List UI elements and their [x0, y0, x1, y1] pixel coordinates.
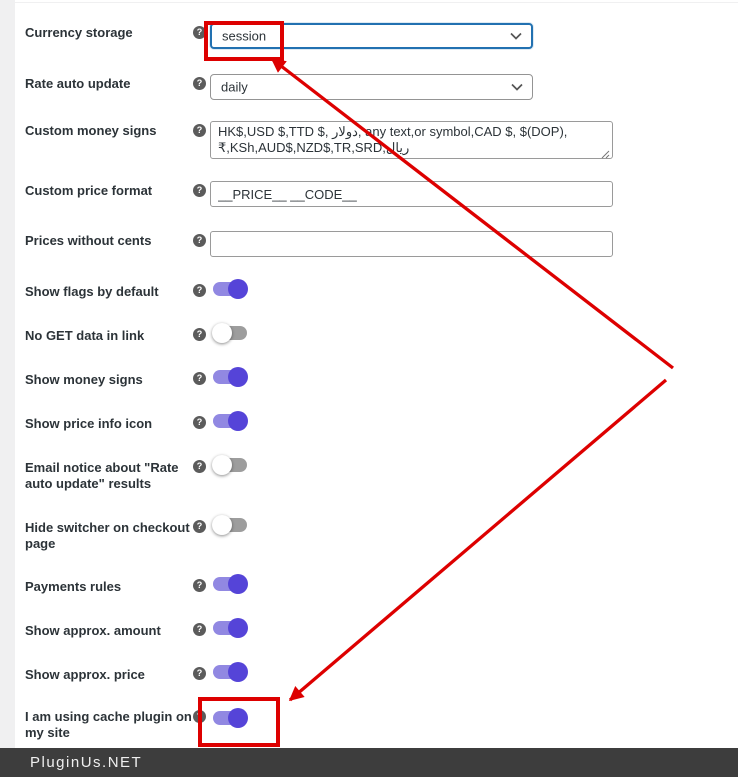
prices-without-cents-input[interactable] [210, 231, 613, 257]
help-icon[interactable]: ? [193, 710, 206, 723]
setting-row-show-approx-amount [25, 618, 738, 639]
setting-label: Show price info icon [25, 416, 153, 431]
toggle-knob [228, 708, 248, 728]
chevron-down-icon [511, 83, 523, 91]
setting-row-rate-auto-update [25, 74, 738, 100]
setting-row-no-get-data [25, 323, 738, 344]
toggle-knob [228, 662, 248, 682]
toggle-knob [228, 279, 248, 299]
setting-label: Show approx. amount [25, 623, 161, 638]
help-icon[interactable]: ? [193, 184, 206, 197]
hide-switcher-checkout-toggle[interactable] [212, 515, 248, 535]
setting-row-currency-storage [25, 23, 738, 49]
setting-row-custom-money-signs [25, 121, 738, 164]
help-icon[interactable]: ? [193, 284, 206, 297]
show-price-info-icon-toggle[interactable] [212, 411, 248, 431]
help-icon[interactable]: ? [193, 124, 206, 137]
custom-price-format-input[interactable] [210, 181, 613, 207]
setting-label: I am using cache plugin on my site [25, 709, 192, 740]
show-money-signs-toggle[interactable] [212, 367, 248, 387]
toggle-knob [212, 515, 232, 535]
setting-label: Custom money signs [25, 123, 157, 138]
show-approx-amount-toggle[interactable] [212, 618, 248, 638]
email-notice-toggle[interactable] [212, 455, 248, 475]
help-icon[interactable]: ? [193, 416, 206, 429]
setting-row-show-money-signs [25, 367, 738, 388]
setting-label: Currency storage [25, 25, 133, 40]
footer-brand: PluginUs.NET [30, 754, 143, 771]
help-icon[interactable]: ? [193, 26, 206, 39]
setting-row-prices-without-cents [25, 231, 738, 257]
toggle-knob [228, 367, 248, 387]
cache-plugin-toggle[interactable] [212, 708, 248, 728]
help-icon[interactable]: ? [193, 234, 206, 247]
help-icon[interactable]: ? [193, 372, 206, 385]
toggle-knob [212, 455, 232, 475]
setting-label: Email notice about "Rate auto update" results [25, 460, 179, 491]
help-icon[interactable]: ? [193, 667, 206, 680]
payments-rules-toggle[interactable] [212, 574, 248, 594]
left-gutter [0, 0, 15, 748]
rate-auto-update-select-value: daily [221, 79, 248, 95]
setting-row-show-flags [25, 279, 738, 300]
toggle-knob [212, 323, 232, 343]
setting-label: Hide switcher on checkout page [25, 520, 190, 551]
currency-storage-select-value: session [222, 28, 267, 44]
toggle-knob [228, 411, 248, 431]
setting-row-email-notice [25, 455, 738, 492]
help-icon[interactable]: ? [193, 460, 206, 473]
chevron-down-icon [510, 32, 522, 40]
setting-row-custom-price-format [25, 181, 738, 207]
resize-grip-icon[interactable] [601, 150, 610, 159]
help-icon[interactable]: ? [193, 520, 206, 533]
show-approx-price-toggle[interactable] [212, 662, 248, 682]
currency-storage-select[interactable] [210, 23, 533, 49]
help-icon[interactable]: ? [193, 77, 206, 90]
annotation-arrow-to-currency-storage [272, 59, 673, 368]
setting-label: Show money signs [25, 372, 143, 387]
footer-bar [0, 748, 738, 777]
show-flags-toggle[interactable] [212, 279, 248, 299]
setting-label: Prices without cents [25, 233, 152, 248]
help-icon[interactable]: ? [193, 623, 206, 636]
setting-label: Custom price format [25, 183, 153, 198]
top-divider [15, 2, 738, 3]
toggle-knob [228, 618, 248, 638]
setting-label: Rate auto update [25, 76, 131, 91]
setting-label: Payments rules [25, 579, 122, 594]
setting-label: No GET data in link [25, 328, 145, 343]
setting-row-show-approx-price [25, 662, 738, 683]
toggle-knob [228, 574, 248, 594]
help-icon[interactable]: ? [193, 328, 206, 341]
help-icon[interactable]: ? [193, 579, 206, 592]
rate-auto-update-select[interactable] [210, 74, 533, 100]
no-get-data-toggle[interactable] [212, 323, 248, 343]
custom-money-signs-textarea[interactable] [210, 121, 613, 159]
setting-label: Show approx. price [25, 667, 145, 682]
setting-row-show-price-info-icon [25, 411, 738, 432]
setting-label: Show flags by default [25, 284, 159, 299]
setting-row-cache-plugin [25, 708, 738, 741]
setting-row-payments-rules [25, 574, 738, 595]
setting-row-hide-switcher-checkout [25, 515, 738, 552]
